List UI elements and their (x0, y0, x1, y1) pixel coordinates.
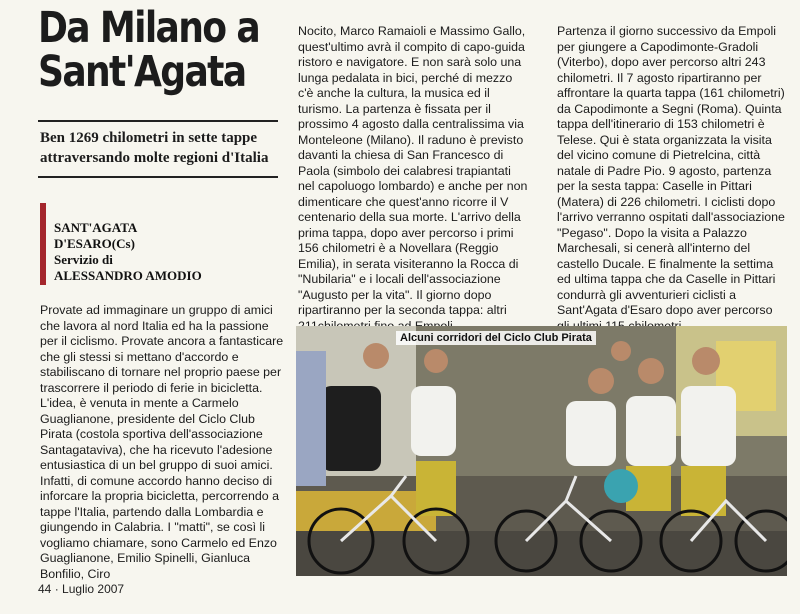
headline (38, 3, 260, 97)
photo-caption: Alcuni corridori del Ciclo Club Pirata (396, 331, 596, 345)
article-column-2 (298, 24, 528, 334)
byline-accent-bar (40, 203, 46, 285)
byline-place-1: SANT'AGATA (54, 220, 138, 235)
page-footer (38, 582, 124, 596)
subhead-bottom-rule (38, 176, 278, 178)
article-column-3 (557, 24, 787, 334)
byline (54, 220, 284, 284)
headline-line-2: Sant'Agata (38, 47, 246, 97)
column-2-text: Nocito, Marco Ramaioli e Massimo Gallo, quest'ultimo avrà il compito di capo-guida ristoro e navigatore. E non sarà solo una lunga pedalata in bici, perché di mezzo c'è anche la cultura, la musica ed il turismo. La partenza è fissata per il prossimo 4 agosto dalla centralissima via Monteleone (Milano). Il raduno è previsto davanti la chiesa di San Francesco di Paola (simbolo dei calabresi trapiantati nel capoluogo lombardo) e anche per non dimenticare che quest'anno ricorre il V centenario della sua morte. L'arrivo della prima tappa, dopo aver percorso i primi 156 chilometri è a Novellara (Reggio Emilia), in serata visiteranno la Rocca di "Nubilaria" e i locali dell'associazione "Augusto per la vita". Il giorno dopo ripartiranno per la seconda tappa: altri (298, 24, 528, 317)
subhead: Ben 1269 chilometri in sette tappe attraversando molte regioni d'Italia (40, 130, 269, 166)
byline-place-2: D'ESARO(Cs) (54, 236, 135, 251)
byline-author: ALESSANDRO AMODIO (54, 268, 202, 283)
cyclists-group-photo (296, 326, 787, 576)
footer-separator: · (54, 582, 59, 596)
article-column-1 (40, 303, 286, 582)
column-3-text: Partenza il giorno successivo da Empoli per giungere a Capodimonte-Gradoli (Viterbo), dopo aver percorso altri 243 chilometri. Il 7 agosto ripartiranno per affrontare la quarta tappa (161 chilometri) da Capodimonte a Segni (Roma). Quinta tappa dell'itinerario di 153 chilometri è Telese. Qui è stata organizzata la visita del vicino comune di Pietrelcina, città natale di Padre Pio. 9 agosto, partenza per la sesta tappa: Caselle in Pittari (Matera) di 226 chilometri. I ciclisti dopo l'arrivo verranno ospitati dall'associazione "Pegaso". Dopo la visita a Palazzo Marchesali, si cenerà all'interno del castello Ducale. E finalmente la settima ed ultima tappa che da Caselle in Pittari condurrà gli avventurieri ciclisti a Sant'Agata d'Esaro dopo aver percorso (557, 24, 785, 317)
headline-line-1: Da Milano a (38, 3, 260, 53)
subhead-top-rule (38, 120, 278, 122)
cyclists-photo-illustration (296, 326, 787, 576)
byline-service: Servizio di (54, 252, 113, 267)
issue-date: Luglio 2007 (62, 582, 125, 596)
page-number: 44 (38, 582, 52, 596)
column-1-text: Provate ad immaginare un gruppo di amici che lavora al nord Italia ed ha la passione per il ciclismo. Provate ancora a fantasticare che gli stessi si mettano d'accordo e stabiliscano di tornare nel proprio paese per trascorrere il periodo di ferie in bicicletta. L'idea, è venuta in mente a Carmelo Guaglianone, presidente del Ciclo Club Pirata (costola sportiva dell'associazione Santagataviva), che ha ricevuto l'adesione entusiastica di un bel gruppo di suoi amici. Infatti, di comune accordo hanno deciso di inforcare la propria bicicletta, percorrendo a tappe l'Italia, partendo dalla Lombardia e giungendo in Calabria. I "matti", se così li vogliamo chiamare, sono Carmelo ed Enzo Guaglianone, Emilio Spinelli, Gianluca Bonfilio, Ciro (40, 303, 284, 581)
